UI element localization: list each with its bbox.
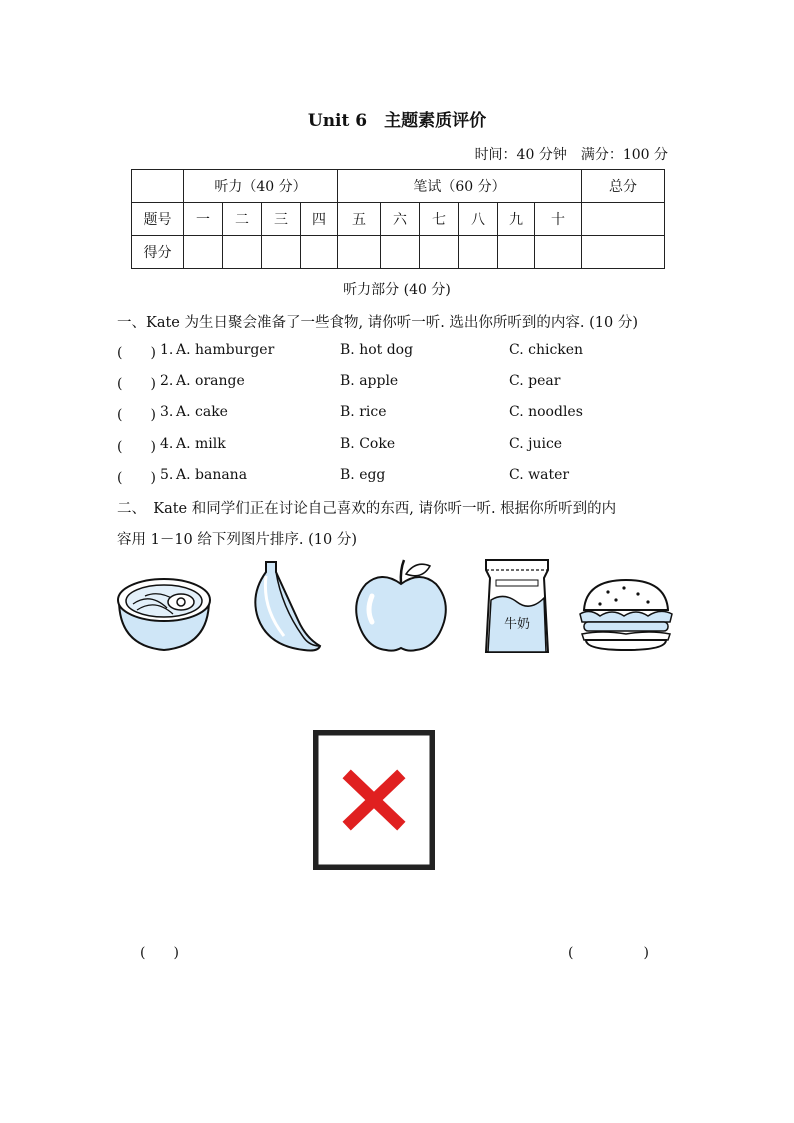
number-cell: 二 (223, 203, 262, 236)
option-c: C. chicken (509, 342, 584, 358)
score-cell[interactable] (338, 236, 381, 269)
option-b: B. apple (340, 373, 399, 389)
option-b: B. Coke (340, 436, 396, 452)
question-number: 2. (160, 373, 174, 389)
score-cell[interactable] (301, 236, 338, 269)
score-cell[interactable] (262, 236, 301, 269)
question-row (117, 404, 677, 424)
milk-label: 牛奶 (503, 617, 531, 632)
answer-paren[interactable]: ( ) (117, 376, 156, 392)
option-b: B. rice (340, 404, 387, 420)
option-a: A. cake (176, 404, 228, 420)
score-cell[interactable] (535, 236, 582, 269)
answer-paren[interactable]: ( ) (117, 407, 156, 423)
score-cell[interactable] (381, 236, 420, 269)
answer-paren[interactable]: ( ) (117, 439, 156, 455)
broken-image-icon (313, 730, 435, 870)
page-title: Unit 6 主题素质评价 (307, 111, 487, 131)
row-label-score: 得分 (132, 236, 184, 269)
option-c: C. pear (509, 373, 561, 389)
answer-paren-right[interactable]: ( ) (568, 945, 649, 961)
score-cell[interactable] (420, 236, 459, 269)
question-row (117, 436, 677, 456)
question-row (117, 342, 677, 362)
number-cell: 七 (420, 203, 459, 236)
hamburger-icon (578, 576, 674, 654)
question-2-heading-line2: 容用 1－10 给下列图片排序. (10 分) (117, 532, 357, 548)
option-c: C. juice (509, 436, 563, 452)
option-c: C. noodles (509, 404, 583, 420)
number-cell: 九 (498, 203, 535, 236)
option-b: B. egg (340, 467, 386, 483)
score-cell[interactable] (459, 236, 498, 269)
option-b: B. hot dog (340, 342, 414, 358)
score-table (131, 169, 665, 269)
banana-icon (248, 558, 322, 654)
writing-header: 笔试（60 分） (338, 170, 582, 203)
total-score-cell[interactable] (582, 236, 665, 269)
listening-header: 听力（40 分） (184, 170, 338, 203)
number-cell: 一 (184, 203, 223, 236)
question-number: 3. (160, 404, 174, 420)
question-row (117, 467, 677, 487)
total-header: 总分 (582, 170, 665, 203)
question-2-heading-line1: 二、 Kate 和同学们正在讨论自己喜欢的东西, 请你听一听. 根据你所听到的内 (117, 501, 617, 517)
number-cell: 六 (381, 203, 420, 236)
score-cell[interactable] (498, 236, 535, 269)
number-cell: 五 (338, 203, 381, 236)
question-row (117, 373, 677, 393)
answer-paren[interactable]: ( ) (117, 470, 156, 486)
apple-icon (352, 556, 450, 656)
total-number-cell (582, 203, 665, 236)
question-number: 5. (160, 467, 174, 483)
number-cell: 三 (262, 203, 301, 236)
option-a: A. hamburger (176, 342, 275, 358)
row-label-number: 题号 (132, 203, 184, 236)
exam-meta: 时间：40 分钟 满分：100 分 (474, 147, 668, 163)
number-cell: 四 (301, 203, 338, 236)
milk-bag-icon (480, 556, 554, 656)
answer-paren-left[interactable]: ( ) (140, 945, 179, 961)
option-a: A. milk (176, 436, 226, 452)
option-a: A. orange (176, 373, 245, 389)
noodle-bowl-icon (115, 556, 213, 654)
score-cell[interactable] (184, 236, 223, 269)
answer-paren[interactable]: ( ) (117, 345, 156, 361)
listening-section-title: 听力部分 (40 分) (343, 282, 451, 298)
number-cell: 十 (535, 203, 582, 236)
score-cell[interactable] (223, 236, 262, 269)
option-c: C. water (509, 467, 570, 483)
option-a: A. banana (176, 467, 248, 483)
score-table-corner (132, 170, 184, 203)
question-number: 1. (160, 342, 174, 358)
question-number: 4. (160, 436, 174, 452)
question-1-heading: 一、Kate 为生日聚会准备了一些食物, 请你听一听. 选出你所听到的内容. (10 分) (117, 315, 639, 331)
number-cell: 八 (459, 203, 498, 236)
